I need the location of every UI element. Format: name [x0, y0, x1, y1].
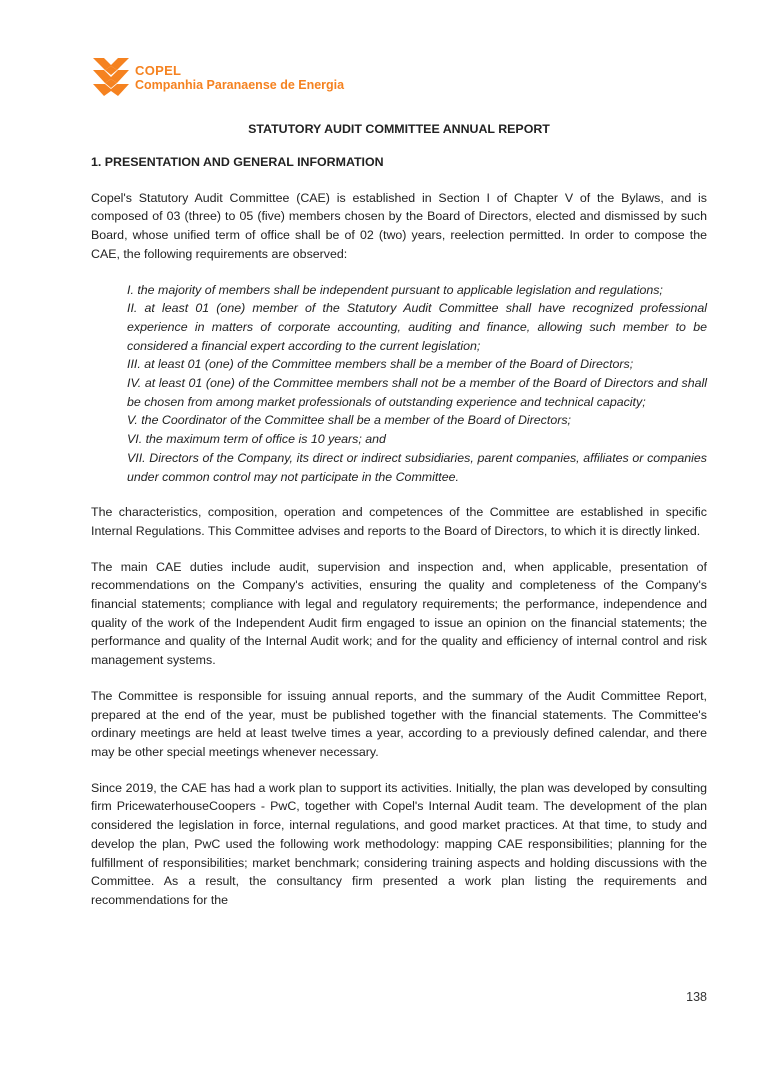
requirement-item: V. the Coordinator of the Committee shall be a member of the Board of Directors; [127, 413, 571, 428]
requirement-item: III. at least 01 (one) of the Committee members shall be a member of the Board of Directors; [127, 357, 634, 372]
paragraph-characteristics: The characteristics, composition, operation and competences of the Committee are established in specific Internal Regulations. This Committee advises and reports to the Board of Directors, to which it is directly linked. [91, 505, 707, 538]
requirement-item: VII. Directors of the Company, its direct or indirect subsidiaries, parent companies, affiliates or companies under common control may not participate in the Committee. [127, 450, 707, 484]
copel-logo-icon [93, 58, 129, 96]
intro-paragraph: Copel's Statutory Audit Committee (CAE) is established in Section I of Chapter V of the Bylaws, and is composed of 03 (three) to 05 (five) members chosen by the Board of Directors, elected and dismissed by such Board, whose unified term of office shall be of 02 (two) years, reelection permitted. In order to compose the CAE, the following requirements are observed: [91, 190, 707, 261]
document-title: STATUTORY AUDIT COMMITTEE ANNUAL REPORT [248, 122, 550, 136]
requirements-list [127, 281, 707, 487]
logo-text [135, 63, 344, 93]
paragraph-duties: The main CAE duties include audit, supervision and inspection and, when applicable, presentation of recommendations on the Company's activities, ensuring the quality and completeness of the Company's financial statements; compliance with legal and regulatory requirements; the performance, independence and quality of the work of the Independent Audit firm engaged to issue an opinion on the financial statements; the performance and quality of the Internal Audit work; and for the quality and efficiency of internal control and risk management systems. [91, 559, 707, 668]
paragraph-reports: The Committee is responsible for issuing annual reports, and the summary of the Audit Committee Report, prepared at the end of the year, must be published together with the financial statements. The Committee's ordinary meetings are held at least twelve times a year, according to a previously defined calendar, and there may be other special meetings whenever necessary. [91, 688, 707, 759]
page-number: 138 [686, 990, 707, 1004]
document-body [91, 120, 707, 910]
logo-name: COPEL [135, 63, 182, 78]
requirement-item: IV. at least 01 (one) of the Committee members shall not be a member of the Board of Directors and shall be chosen from among market professionals of outstanding experience and technical capacity; [127, 376, 707, 409]
requirement-item: VI. the maximum term of office is 10 years; and [127, 432, 386, 447]
section-heading: 1. PRESENTATION AND GENERAL INFORMATION [91, 155, 384, 169]
paragraph-work-plan: Since 2019, the CAE has had a work plan to support its activities. Initially, the plan was developed by consulting firm PricewaterhouseCoopers - PwC, together with Copel's Internal Audit team. The development of the plan considered the legislation in force, internal regulations, and good market practices. At that time, to study and develop the plan, PwC used the following work methodology: mapping CAE responsibilities; planning for the fulfillment of responsibilities; market benchmark; considering training aspects and holding discussions with the Committee. As a result, the consultancy firm presented a work plan listing the requirements and recommendations for the [91, 780, 707, 907]
requirement-item: II. at least 01 (one) member of the Statutory Audit Committee shall have recognized professional experience in matters of corporate accounting, auditing and finance, allowing such member to be considered a financial expert according to the current legislation; [127, 301, 707, 353]
requirement-item: I. the majority of members shall be independent pursuant to applicable legislation and regulations; [127, 282, 663, 297]
logo-subtitle: Companhia Paranaense de Energia [135, 78, 345, 92]
